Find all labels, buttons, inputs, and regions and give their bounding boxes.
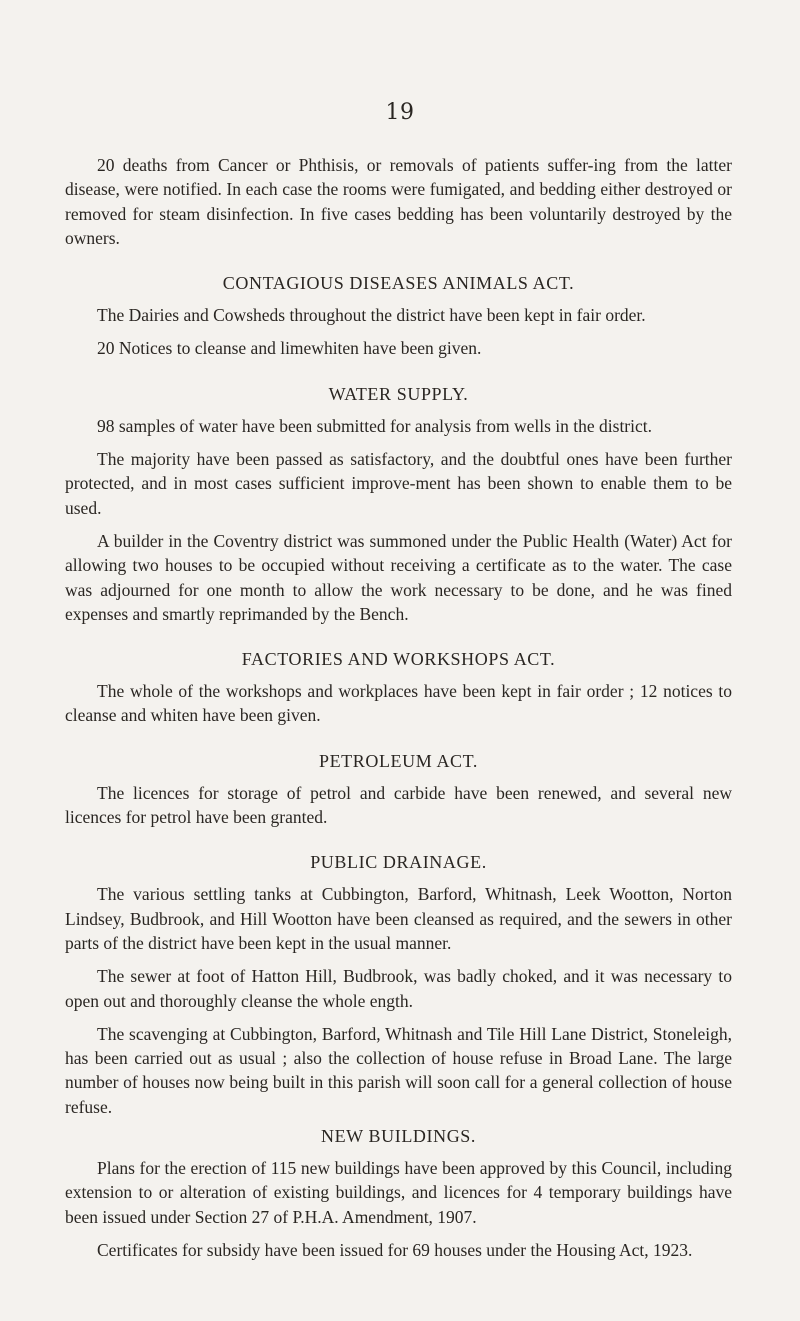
- water-paragraph-2: The majority have been passed as satisfactory, and the doubtful ones have been further protected, and in most cases sufficient improve-ment has been shown to enable them to be used.: [65, 449, 732, 518]
- section-heading-contagious-diseases: CONTAGIOUS DISEASES ANIMALS ACT.: [222, 273, 575, 294]
- page-content: [65, 153, 732, 1262]
- section-heading-petroleum: PETROLEUM ACT.: [318, 750, 479, 771]
- buildings-paragraph-1: Plans for the erection of 115 new buildings have been approved by this Council, including extension to or alteration of existing buildings, and licences for 4 temporary buildings have been issued under Section 27 of P.H.A. Amendment, 1907.: [65, 1158, 732, 1227]
- water-paragraph-1: 98 samples of water have been submitted for analysis from wells in the district.: [97, 415, 653, 436]
- drainage-paragraph-1: The various settling tanks at Cubbington, Barford, Whitnash, Leek Wootton, Norton Lindsey, Budbrook, and Hill Wootton have been cleansed as required, and the sewers in other parts of the district have been kept in the usual manner.: [65, 884, 732, 953]
- intro-paragraph: 20 deaths from Cancer or Phthisis, or removals of patients suffer-ing from the latter disease, were notified. In each case the rooms were fumigated, and bedding either destroyed or removed for steam disinfection. In five cases bedding has been voluntarily destroyed by the owners.: [65, 155, 732, 248]
- section-heading-factories-workshops: FACTORIES AND WORKSHOPS ACT.: [241, 649, 556, 670]
- buildings-paragraph-2: Certificates for subsidy have been issued for 69 houses under the Housing Act, 1923.: [97, 1239, 693, 1260]
- petroleum-paragraph-1: The licences for storage of petrol and carbide have been renewed, and several new licences for petrol have been granted.: [65, 782, 732, 828]
- factories-paragraph-1: The whole of the workshops and workplaces have been kept in fair order ; 12 notices to cleanse and whiten have been given.: [65, 681, 732, 726]
- drainage-paragraph-2: The sewer at foot of Hatton Hill, Budbrook, was badly choked, and it was necessary to open out and thoroughly cleanse the whole ength.: [65, 966, 732, 1011]
- contagious-paragraph-2: 20 Notices to cleanse and limewhiten have been given.: [97, 338, 482, 359]
- section-heading-water-supply: WATER SUPPLY.: [328, 383, 469, 404]
- page-number: 19: [385, 100, 415, 125]
- section-heading-public-drainage: PUBLIC DRAINAGE.: [310, 852, 487, 873]
- water-paragraph-3: A builder in the Coventry district was summoned under the Public Health (Water) Act for allowing two houses to be occupied without receiving a certificate as to the water. The case was adjourned for one month to allow the work necessary to be done, and he was fined expenses and smartly reprimanded by the Bench.: [65, 530, 732, 624]
- section-heading-new-buildings: NEW BUILDINGS.: [320, 1126, 477, 1147]
- drainage-paragraph-3: The scavenging at Cubbington, Barford, Whitnash and Tile Hill Lane District, Stoneleigh, has been carried out as usual ; also the collection of house refuse in Broad Lane. The large number of houses now being built in this parish will soon call for a general collection of house refuse.: [65, 1023, 732, 1117]
- contagious-paragraph-1: The Dairies and Cowsheds throughout the district have been kept in fair order.: [97, 305, 646, 326]
